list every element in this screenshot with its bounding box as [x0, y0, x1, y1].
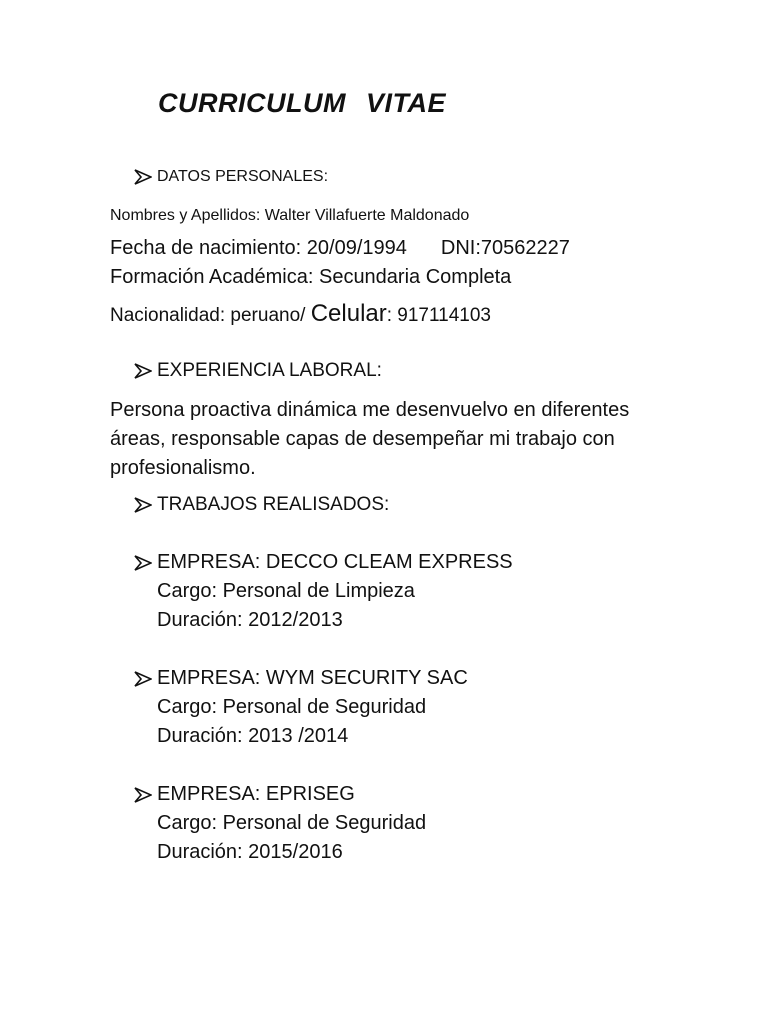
phone-number: : 917114103: [386, 305, 491, 326]
job-entry: [134, 548, 513, 635]
job-company: EMPRESA: DECCO CLEAM EXPRESS: [157, 551, 513, 573]
arrowhead-bullet-icon: [134, 671, 152, 687]
education-line: Formación Académica: Secundaria Completa: [110, 266, 512, 288]
arrowhead-bullet-icon: [134, 555, 152, 571]
section-jobs: [134, 494, 389, 516]
section-personal-data: [134, 168, 328, 186]
job-role: Cargo: Personal de Seguridad: [157, 696, 427, 718]
section-heading: EXPERIENCIA LABORAL:: [157, 360, 382, 381]
job-company: EMPRESA: EPRISEG: [157, 783, 355, 805]
job-role: Cargo: Personal de Limpieza: [157, 580, 415, 602]
section-heading: TRABAJOS REALISADOS:: [157, 494, 390, 515]
job-company-line: [134, 548, 513, 577]
job-entry: [134, 780, 426, 867]
job-duration: Duración: 2013 /2014: [157, 725, 349, 747]
phone-label: Celular: [310, 300, 387, 327]
job-company-line: [134, 780, 426, 809]
section-experience: [134, 360, 382, 382]
job-duration: Duración: 2012/2013: [157, 609, 343, 631]
arrowhead-bullet-icon: [134, 787, 152, 803]
birth-dni-line: [110, 237, 570, 260]
job-duration: Duración: 2015/2016: [157, 841, 343, 863]
section-heading: DATOS PERSONALES:: [157, 168, 329, 185]
job-company: EMPRESA: WYM SECURITY SAC: [157, 667, 468, 689]
full-name-line: Nombres y Apellidos: Walter Villafuerte Maldonado: [110, 207, 470, 224]
document-title: CURRICULUM VITAE: [158, 88, 446, 118]
nationality-phone-line: [110, 300, 491, 328]
dni-number: DNI:70562227: [440, 237, 570, 259]
nationality: Nacionalidad: peruano/: [110, 305, 311, 326]
job-role: Cargo: Personal de Seguridad: [157, 812, 427, 834]
arrowhead-bullet-icon: [134, 497, 152, 513]
arrowhead-bullet-icon: [134, 169, 152, 185]
birth-date: Fecha de nacimiento: 20/09/1994: [110, 237, 407, 259]
job-company-line: [134, 664, 468, 693]
profile-paragraph: Persona proactiva dinámica me desenvuelvo en diferentes áreas, responsable capas de desempeñar mi trabajo con profesionalismo.: [110, 399, 630, 479]
job-entry: [134, 664, 468, 751]
arrowhead-bullet-icon: [134, 363, 152, 379]
